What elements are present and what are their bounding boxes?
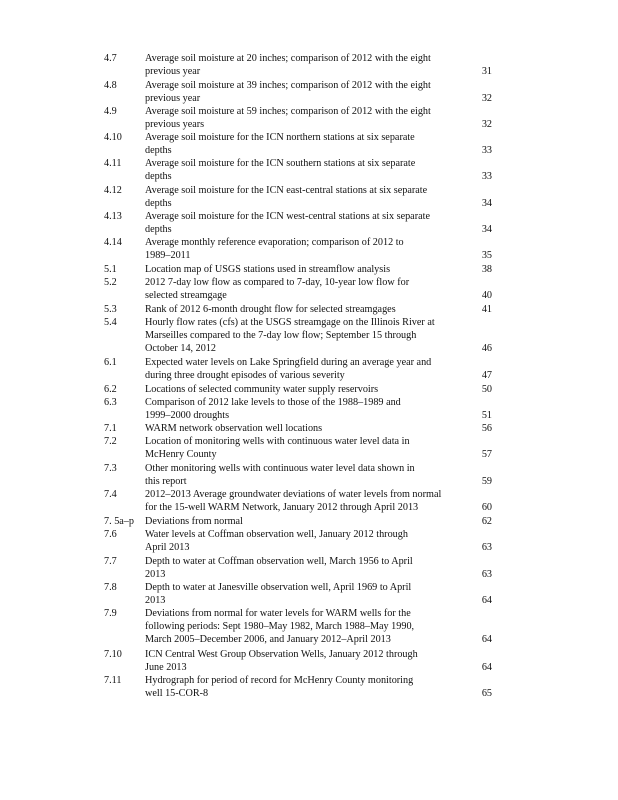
figure-number: 4.11: [104, 158, 122, 169]
figure-title-line: ICN Central West Group Observation Wells, January 2012 through: [145, 649, 418, 660]
figure-number: 4.12: [104, 185, 122, 196]
figure-title: [145, 396, 481, 422]
figure-title-line: 2013: [145, 569, 166, 580]
figure-number: 7.3: [104, 463, 117, 474]
figure-number: 6.3: [104, 397, 117, 408]
figure-title-line: McHenry County: [145, 449, 217, 460]
figure-number: 7.7: [104, 556, 117, 567]
figure-title: [145, 276, 481, 302]
figure-number: 4.8: [104, 80, 117, 91]
figure-title: [145, 303, 481, 316]
figure-title-line: well 15-COR-8: [145, 688, 209, 699]
page-number: 64: [481, 634, 492, 645]
figure-title-line: 1989–2011: [145, 250, 191, 261]
page-number: 50: [481, 384, 492, 395]
figure-number: 6.2: [104, 384, 117, 395]
figure-title-line: Rank of 2012 6-month drought flow for selected streamgages: [145, 304, 396, 315]
page-number: 41: [481, 304, 492, 315]
figure-number: 7.4: [104, 489, 117, 500]
figure-title: [145, 316, 481, 355]
page-number: 63: [481, 569, 492, 580]
figure-title-line: Locations of selected community water supply reservoirs: [145, 384, 379, 395]
page-number: 32: [481, 119, 492, 130]
figure-title-line: 2012 7-day low flow as compared to 7-day, 10-year low flow for: [145, 277, 410, 288]
figure-title: [145, 607, 481, 646]
figure-title-line: Other monitoring wells with continuous water level data shown in: [145, 463, 415, 474]
figure-title: [145, 105, 481, 131]
figure-title-line: Average soil moisture for the ICN southern stations at six separate: [145, 158, 416, 169]
figure-title-line: following periods: Sept 1980–May 1982, March 1988–May 1990,: [145, 621, 415, 632]
figure-title: [145, 210, 481, 236]
page-number: 63: [481, 542, 492, 553]
figure-number: 7.1: [104, 423, 117, 434]
figure-title-line: October 14, 2012: [145, 343, 217, 354]
figure-title: [145, 648, 481, 674]
figure-title-line: previous years: [145, 119, 205, 130]
figure-title-line: depths: [145, 145, 172, 156]
figure-title-line: Location map of USGS stations used in streamflow analysis: [145, 264, 391, 275]
page-number: 65: [481, 688, 492, 699]
page-number: 34: [481, 224, 492, 235]
figure-title-line: 2013: [145, 595, 166, 606]
figure-number: 4.7: [104, 53, 117, 64]
figure-title-line: Depth to water at Janesville observation well, April 1969 to April: [145, 582, 412, 593]
figure-title: [145, 79, 481, 105]
figure-number: 7.11: [104, 675, 122, 686]
figure-title-line: Average soil moisture for the ICN west-central stations at six separate: [145, 211, 430, 222]
figure-title: [145, 52, 481, 78]
figure-title-line: previous year: [145, 66, 201, 77]
figure-title: [145, 422, 481, 435]
figure-title: [145, 131, 481, 157]
figure-title-line: depths: [145, 224, 172, 235]
page-number: 64: [481, 662, 492, 673]
page-number: 62: [481, 516, 492, 527]
figure-title-line: Location of monitoring wells with continuous water level data in: [145, 436, 410, 447]
figure-number: 5.3: [104, 304, 117, 315]
figure-title-line: March 2005–December 2006, and January 2012–April 2013: [145, 634, 391, 645]
figure-number: 4.9: [104, 106, 117, 117]
page-number: 33: [481, 171, 492, 182]
figure-title: [145, 581, 481, 607]
figure-number: 4.13: [104, 211, 122, 222]
page-number: 46: [481, 343, 492, 354]
page-number: 33: [481, 145, 492, 156]
figure-number: 4.10: [104, 132, 122, 143]
figure-title: [145, 435, 481, 461]
figure-title-line: Average soil moisture at 59 inches; comparison of 2012 with the eight: [145, 106, 431, 117]
page-number: 38: [481, 264, 492, 275]
figure-number: 7.6: [104, 529, 117, 540]
figure-title: [145, 462, 481, 488]
figure-number: 4.14: [104, 237, 122, 248]
figure-title-line: 1999–2000 droughts: [145, 410, 230, 421]
figure-number: 7.10: [104, 649, 122, 660]
figure-title-line: Expected water levels on Lake Springfield during an average year and: [145, 357, 432, 368]
figure-number: 5.2: [104, 277, 117, 288]
figure-title-line: Hydrograph for period of record for McHenry County monitoring: [145, 675, 414, 686]
figure-title-line: WARM network observation well locations: [145, 423, 323, 434]
figure-number: 6.1: [104, 357, 117, 368]
figure-title: [145, 157, 481, 183]
page-number: 31: [481, 66, 492, 77]
page-number: 32: [481, 93, 492, 104]
page-number: 51: [481, 410, 492, 421]
figure-title: [145, 528, 481, 554]
figure-title: [145, 515, 481, 528]
page-number: 64: [481, 595, 492, 606]
figure-title: [145, 674, 481, 700]
figure-title-line: this report: [145, 476, 187, 487]
page-number: 57: [481, 449, 492, 460]
page-number: 56: [481, 423, 492, 434]
figure-title-line: Hourly flow rates (cfs) at the USGS streamgage on the Illinois River at: [145, 317, 435, 328]
figure-title-line: Average soil moisture for the ICN northern stations at six separate: [145, 132, 415, 143]
page-number: 34: [481, 198, 492, 209]
figure-title-line: June 2013: [145, 662, 187, 673]
page-number: 35: [481, 250, 492, 261]
figure-title-line: Depth to water at Coffman observation well, March 1956 to April: [145, 556, 413, 567]
figure-title: [145, 184, 481, 210]
figure-title-line: Comparison of 2012 lake levels to those of the 1988–1989 and: [145, 397, 401, 408]
figure-title-line: Average soil moisture at 39 inches; comparison of 2012 with the eight: [145, 80, 431, 91]
figure-title-line: Deviations from normal: [145, 516, 243, 527]
figure-title-line: Average soil moisture at 20 inches; comparison of 2012 with the eight: [145, 53, 431, 64]
figure-title-line: depths: [145, 198, 172, 209]
figure-number: 5.4: [104, 317, 117, 328]
figure-title: [145, 356, 481, 382]
figure-title-line: depths: [145, 171, 172, 182]
figure-title: [145, 383, 481, 396]
figure-title-line: Average soil moisture for the ICN east-central stations at six separate: [145, 185, 428, 196]
figure-title: [145, 236, 481, 262]
figure-title-line: Deviations from normal for water levels for WARM wells for the: [145, 608, 411, 619]
figure-title-line: 2012–2013 Average groundwater deviations of water levels from normal: [145, 489, 442, 500]
figure-title-line: selected streamgage: [145, 290, 227, 301]
page-number: 47: [481, 370, 492, 381]
figure-title-line: Average monthly reference evaporation; comparison of 2012 to: [145, 237, 404, 248]
page-number: 59: [481, 476, 492, 487]
page-number: 60: [481, 502, 492, 513]
figure-title-line: previous year: [145, 93, 201, 104]
figure-title-line: Marseilles compared to the 7-day low flow; September 15 through: [145, 330, 417, 341]
figure-title-line: for the 15-well WARM Network, January 2012 through April 2013: [145, 502, 419, 513]
figure-title-line: during three drought episodes of various severity: [145, 370, 345, 381]
figure-title: [145, 488, 481, 514]
figure-title: [145, 555, 481, 581]
figure-number: 7. 5a–p: [104, 516, 134, 527]
figure-title-line: Water levels at Coffman observation well, January 2012 through: [145, 529, 408, 540]
page-number: 40: [481, 290, 492, 301]
figure-title-line: April 2013: [145, 542, 190, 553]
figure-title: [145, 263, 481, 276]
figure-number: 7.9: [104, 608, 117, 619]
figure-number: 5.1: [104, 264, 117, 275]
figure-number: 7.8: [104, 582, 117, 593]
figure-number: 7.2: [104, 436, 117, 447]
